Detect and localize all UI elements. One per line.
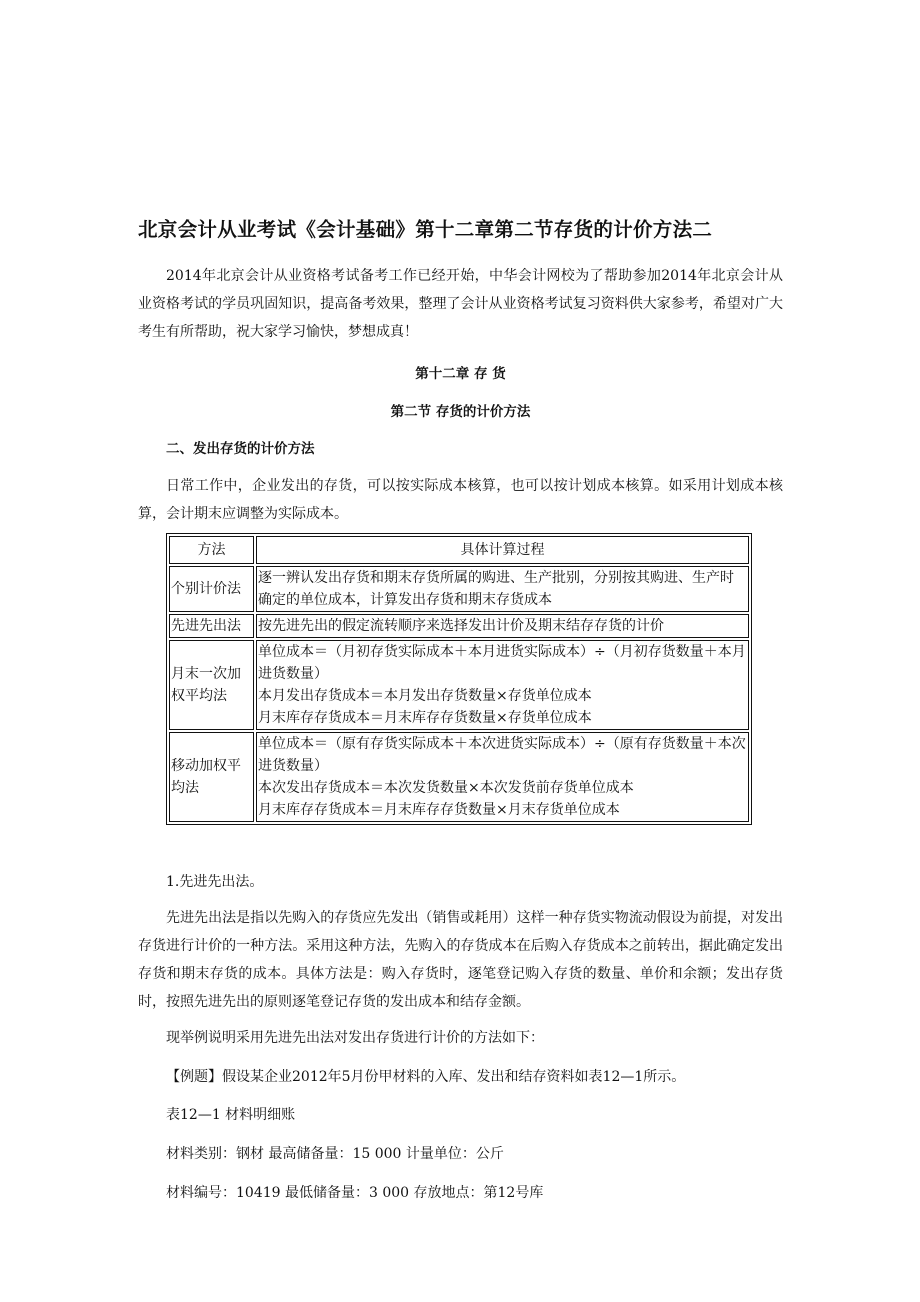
- chapter-heading: 第十二章 存 货: [415, 366, 506, 382]
- table-row: [169, 614, 749, 638]
- subsection-heading: 二、发出存货的计价方法: [166, 441, 315, 457]
- calculation-cell: [256, 640, 749, 730]
- material-category-line: 材料类别：钢材 最高储备量：15 000 计量单位：公斤: [166, 1146, 504, 1162]
- example-paragraph: 【例题】假设某企业2012年5月份甲材料的入库、发出和结存资料如表12—1所示。: [166, 1069, 686, 1085]
- intro-paragraph: 2014年北京会计从业资格考试备考工作已经开始，中华会计网校为了帮助参加2014年北京会计从业资格考试的学员巩固知识，提高备考效果，整理了会计从业资格考试复习资料供大家参考，希望对广大考生有所帮助，祝大家学习愉快，梦想成真！: [138, 268, 783, 340]
- method-cell: 移动加权平均法: [169, 732, 254, 822]
- daily-work-paragraph: 日常工作中，企业发出的存货，可以按实际成本核算，也可以按计划成本核算。如采用计划成本核算，会计期末应调整为实际成本。: [138, 478, 783, 522]
- example-intro-paragraph: 现举例说明采用先进先出法对发出存货进行计价的方法如下：: [166, 1030, 544, 1046]
- method-cell: 个别计价法: [169, 566, 254, 612]
- table-caption: 表12—1 材料明细账: [166, 1107, 296, 1123]
- calculation-line: 按先进先出的假定流转顺序来选择发出计价及期末结存存货的计价: [258, 618, 664, 634]
- header-method: 方法: [169, 536, 254, 564]
- header-calculation: 具体计算过程: [256, 536, 749, 564]
- calculation-line: 本次发出存货成本＝本次发货数量×本次发货前存货单位成本: [258, 780, 634, 796]
- calculation-cell: [256, 732, 749, 822]
- calculation-line: 单位成本＝（月初存货实际成本＋本月进货实际成本）÷（月初存货数量＋本月进货数量）: [258, 644, 746, 682]
- method-cell: 月末一次加权平均法: [169, 640, 254, 730]
- table-row: [169, 640, 749, 730]
- calculation-line: 本月发出存货成本＝本月发出存货数量×存货单位成本: [258, 688, 592, 704]
- material-number-line: 材料编号：10419 最低储备量：3 000 存放地点：第12号库: [166, 1185, 544, 1201]
- valuation-methods-table: [166, 533, 752, 825]
- calculation-line: 逐一辨认发出存货和期末存货所属的购进、生产批别，分别按其购进、生产时确定的单位成本，计算发出存货和期末存货成本: [258, 570, 734, 608]
- calculation-cell: [256, 566, 749, 612]
- fifo-paragraph: 先进先出法是指以先购入的存货应先发出（销售或耗用）这样一种存货实物流动假设为前提，对发出存货进行计价的一种方法。采用这种方法，先购入的存货成本在后购入存货成本之前转出，据此确定发出存货和期末存货的成本。具体方法是：购入存货时，逐笔登记购入存货的数量、单价和余额；发出存货时，按照先进先出的原则逐笔登记存货的发出成本和结存金额。: [138, 910, 783, 1010]
- calculation-line: 月末库存存货成本＝月末库存存货数量×存货单位成本: [258, 710, 592, 726]
- table-header-row: [169, 536, 749, 564]
- table-row: [169, 566, 749, 612]
- section-heading: 第二节 存货的计价方法: [390, 404, 531, 420]
- fifo-item-heading: 1.先进先出法。: [166, 874, 264, 890]
- calculation-line: 月末库存存货成本＝月末库存存货数量×月末存货单位成本: [258, 802, 620, 818]
- calculation-line: 单位成本＝（原有存货实际成本＋本次进货实际成本）÷（原有存货数量＋本次进货数量）: [258, 736, 746, 774]
- calculation-cell: [256, 614, 749, 638]
- table-row: [169, 732, 749, 822]
- document-title: 北京会计从业考试《会计基础》第十二章第二节存货的计价方法二: [138, 218, 713, 241]
- method-cell: 先进先出法: [169, 614, 254, 638]
